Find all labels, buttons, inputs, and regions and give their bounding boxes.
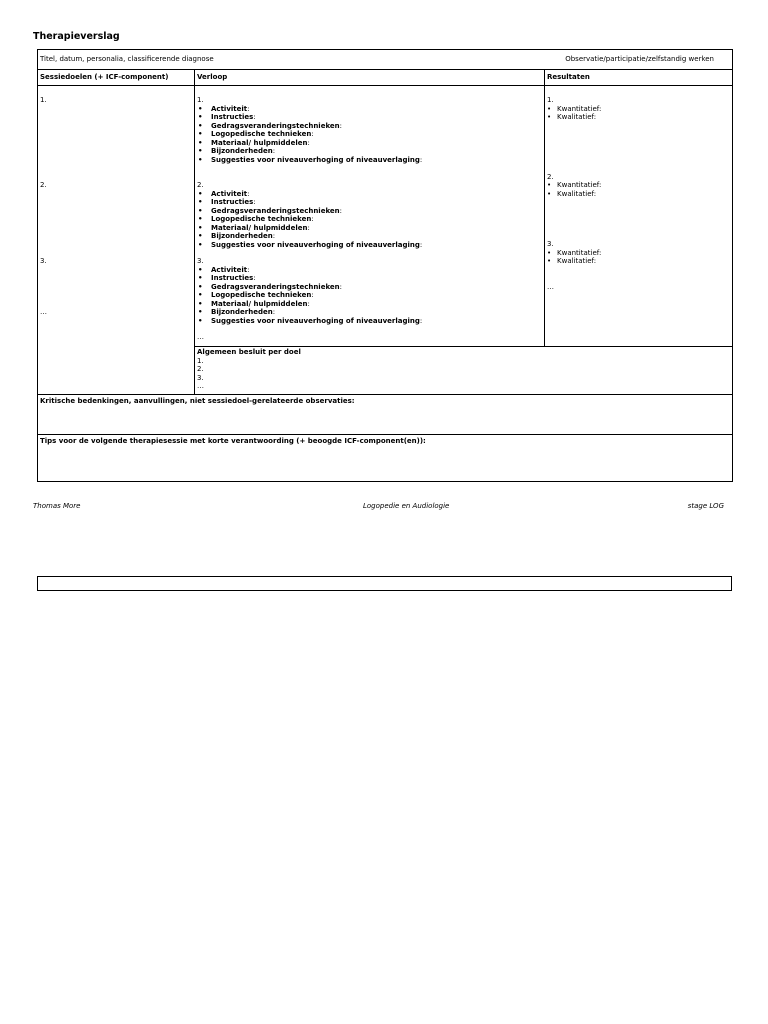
- results-qual: • Kwalitatief:: [547, 190, 730, 199]
- course-block-number: 1.: [197, 96, 204, 104]
- course-item: • Instructies:: [197, 274, 542, 283]
- decision-line: …: [197, 382, 204, 390]
- results-block-2: [547, 122, 730, 199]
- course-item: • Activiteit:: [197, 190, 542, 199]
- course-item: • Logopedische technieken:: [197, 215, 542, 224]
- header-cell[interactable]: [38, 50, 733, 70]
- tips-row: [38, 435, 733, 482]
- course-item: • Gedragsveranderingstechnieken:: [197, 283, 542, 292]
- results-list: [547, 105, 730, 122]
- course-item: • Instructies:: [197, 198, 542, 207]
- course-item: • Bijzonderheden:: [197, 308, 542, 317]
- course-item: • Bijzonderheden:: [197, 232, 542, 241]
- results-more: …: [547, 282, 554, 291]
- tips-cell[interactable]: Tips voor de volgende therapiesessie met korte verantwoording (+ beoogde ICF-component(en)):: [38, 435, 733, 482]
- course-item: • Bijzonderheden:: [197, 147, 542, 156]
- course-block-number: 2.: [197, 181, 204, 189]
- results-quant: • Kwantitatief:: [547, 249, 730, 258]
- course-item: • Materiaal/ hulpmiddelen:: [197, 300, 542, 309]
- results-cell[interactable]: [545, 86, 733, 347]
- course-block-2: [197, 164, 542, 249]
- report-table: [37, 49, 733, 482]
- results-block-number: 1.: [547, 96, 554, 104]
- critical-row: [38, 395, 733, 435]
- footer-left: Thomas More: [33, 502, 81, 510]
- decision-line: 1.: [197, 356, 204, 365]
- course-item: • Logopedische technieken:: [197, 291, 542, 300]
- footer-right: stage LOG: [687, 502, 724, 510]
- column-header-course: Verloop: [195, 70, 545, 86]
- column-header-goals: Sessiedoelen (+ ICF-component): [38, 70, 195, 86]
- course-item: • Suggesties voor niveauverhoging of niveauverlaging:: [197, 156, 542, 165]
- course-item: • Suggesties voor niveauverhoging of niveauverlaging:: [197, 317, 542, 326]
- course-block-3: [197, 249, 542, 325]
- decision-line: 2.: [197, 365, 204, 373]
- course-item-list: [197, 105, 542, 165]
- course-item: • Suggesties voor niveauverhoging of niveauverlaging:: [197, 241, 542, 250]
- course-block-1: [197, 86, 542, 164]
- course-item: • Gedragsveranderingstechnieken:: [197, 207, 542, 216]
- course-block-number: 3.: [197, 257, 204, 265]
- critical-cell[interactable]: Kritische bedenkingen, aanvullingen, niet sessiedoel-gerelateerde observaties:: [38, 395, 733, 435]
- course-item-list: [197, 266, 542, 326]
- header-left-text: Titel, datum, personalia, classificerende diagnose: [40, 55, 214, 64]
- results-qual: • Kwalitatief:: [547, 257, 730, 266]
- results-qual: • Kwalitatief:: [547, 113, 730, 122]
- goal-2: 2.: [40, 180, 47, 189]
- course-item: • Logopedische technieken:: [197, 130, 542, 139]
- column-header-row: [38, 70, 733, 86]
- results-block-3: [547, 198, 730, 266]
- course-more: …: [197, 333, 204, 341]
- goals-cell[interactable]: [38, 86, 195, 395]
- course-item-list: [197, 190, 542, 250]
- column-header-results: Resultaten: [545, 70, 733, 86]
- header-row: [38, 50, 733, 70]
- results-list: [547, 181, 730, 198]
- course-item: • Materiaal/ hulpmiddelen:: [197, 224, 542, 233]
- results-list: [547, 249, 730, 266]
- course-item: • Gedragsveranderingstechnieken:: [197, 122, 542, 131]
- results-block-1: [547, 86, 730, 122]
- goal-1: 1.: [40, 96, 47, 104]
- results-quant: • Kwantitatief:: [547, 105, 730, 114]
- empty-box: [37, 576, 732, 591]
- course-item: • Instructies:: [197, 113, 542, 122]
- results-block-number: 3.: [547, 240, 554, 248]
- decision-cell[interactable]: [195, 347, 733, 395]
- goals-row: [38, 86, 733, 347]
- decision-label: Algemeen besluit per doel: [197, 348, 301, 356]
- decision-line: 3.: [197, 373, 204, 382]
- course-item: • Materiaal/ hulpmiddelen:: [197, 139, 542, 148]
- course-item: • Activiteit:: [197, 105, 542, 114]
- course-item: • Activiteit:: [197, 266, 542, 275]
- header-right-text: Observatie/participatie/zelfstandig werken: [565, 55, 714, 64]
- document-title: Therapieverslag: [33, 31, 120, 42]
- goal-more: …: [40, 307, 47, 316]
- course-cell[interactable]: [195, 86, 545, 347]
- goal-3: 3.: [40, 257, 47, 265]
- footer-center: Logopedie en Audiologie: [363, 502, 450, 510]
- results-block-number: 2.: [547, 172, 554, 181]
- results-quant: • Kwantitatief:: [547, 181, 730, 190]
